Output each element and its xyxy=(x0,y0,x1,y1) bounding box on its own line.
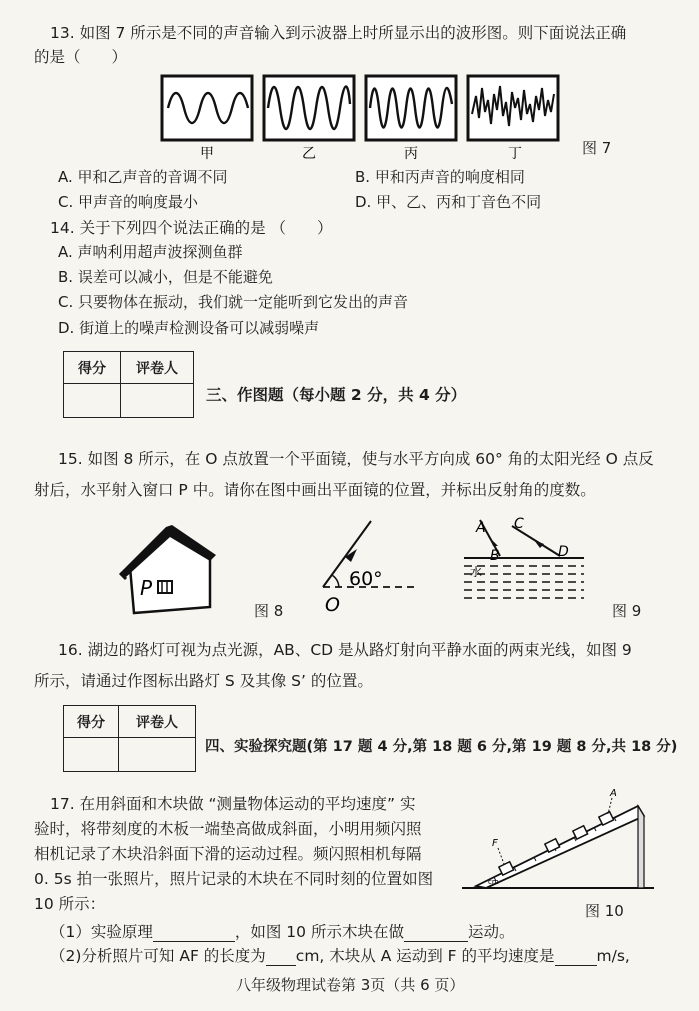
section3-title: 三、作图题（每小题 2 分，共 4 分） xyxy=(206,386,467,404)
q17-sub1-blank1[interactable] xyxy=(153,927,235,942)
q17-sub2 xyxy=(50,944,630,966)
q17-line5: 10 所示： xyxy=(34,895,106,913)
score-cell[interactable] xyxy=(64,738,119,772)
q13-stem-line1: 13. 如图 7 所示是不同的声音输入到示波器上时所显示出的波形图。则下面说法正确 xyxy=(50,24,627,42)
wave-label-ding: 丁 xyxy=(508,146,522,162)
q17-sub1-prefix: （1）实验原理 xyxy=(50,923,153,941)
fig9-water-label: 水 xyxy=(470,565,483,579)
q15-line1: 15. 如图 8 所示，在 O 点放置一个平面镜，使与水平方向成 60° 角的太阳光经 O 点反 xyxy=(58,450,654,468)
q14-stem: 14. 关于下列四个说法正确的是 （ ） xyxy=(50,219,333,237)
fig8-O-label: O xyxy=(325,594,340,615)
fig10-label: 图 10 xyxy=(585,902,624,920)
score-header: 得分 xyxy=(64,706,119,738)
wave-label-yi: 乙 xyxy=(302,146,316,162)
q16-line2: 所示，请通过作图标出路灯 S 及其像 S’ 的位置。 xyxy=(34,672,373,690)
q17-line3: 相机记录了木块沿斜面下滑的运动过程。频闪照相机每隔 xyxy=(34,845,422,863)
fig9-label: 图 9 xyxy=(612,602,642,620)
q17-sub2-suffix: m/s, xyxy=(596,947,630,965)
fig8-P-label: P xyxy=(140,576,153,600)
q14-option-b[interactable]: B. 误差可以减小，但是不能避免 xyxy=(58,268,273,286)
q14-option-d[interactable]: D. 街道上的噪声检测设备可以减弱噪声 xyxy=(58,319,320,337)
score-table-section3 xyxy=(63,351,194,418)
q15-line2: 射后，水平射入窗口 P 中。请你在图中画出平面镜的位置，并标出反射角的度数。 xyxy=(34,481,596,499)
wave-label-bing: 丙 xyxy=(404,146,418,162)
q16-line1: 16. 湖边的路灯可视为点光源，AB、CD 是从路灯射向平静水面的两束光线，如图 9 xyxy=(58,641,632,659)
grader-cell[interactable] xyxy=(119,738,196,772)
fig10-F-mark: F xyxy=(492,838,498,849)
score-table-section4 xyxy=(63,705,196,772)
q17-sub1-blank2[interactable] xyxy=(404,927,468,942)
q14-option-a[interactable]: A. 声呐利用超声波探测鱼群 xyxy=(58,243,243,261)
q13-option-a[interactable]: A. 甲和乙声音的音调不同 xyxy=(58,168,228,186)
q17-line2: 验时，将带刻度的木板一端垫高做成斜面，小明用频闪照 xyxy=(34,820,422,838)
grader-header: 评卷人 xyxy=(121,352,194,384)
q17-sub2-blank1[interactable] xyxy=(266,951,296,966)
q17-sub2-prefix: （2)分析照片可知 AF 的长度为 xyxy=(50,947,266,965)
q17-sub1-middle: ，如图 10 所示木块在做 xyxy=(234,923,404,941)
score-header: 得分 xyxy=(64,352,121,384)
fig9-C: C xyxy=(514,516,524,532)
fig8-angle-diagram xyxy=(305,515,425,615)
score-cell[interactable] xyxy=(64,384,121,418)
fig8-house xyxy=(112,515,222,615)
fig8-window xyxy=(158,581,172,593)
q13-option-d[interactable]: D. 甲、乙、丙和丁音色不同 xyxy=(355,193,542,211)
fig7-label: 图 7 xyxy=(582,139,612,157)
q17-sub2-middle: cm, 木块从 A 运动到 F 的平均速度是 xyxy=(295,947,555,965)
fig9-water-diagram xyxy=(460,516,590,616)
fig10-cm-mark: cm xyxy=(488,878,499,886)
fig10-A-mark: A xyxy=(610,788,617,799)
section4-title: 四、实验探究题(第 17 题 4 分,第 18 题 6 分,第 19 题 8 分,共 18 分) xyxy=(205,739,678,755)
page-footer: 八年级物理试卷第 3页（共 6 页） xyxy=(236,976,465,994)
q17-sub1-suffix: 运动。 xyxy=(467,923,515,941)
q13-option-c[interactable]: C. 甲声音的响度最小 xyxy=(58,193,199,211)
fig7-waveforms xyxy=(160,74,560,166)
grader-cell[interactable] xyxy=(121,384,194,418)
grader-header: 评卷人 xyxy=(119,706,196,738)
q13-stem-line2: 的是（ ） xyxy=(34,48,128,66)
q17-sub1 xyxy=(50,920,514,942)
q17-line1: 17. 在用斜面和木块做 “测量物体运动的平均速度” 实 xyxy=(50,795,416,813)
fig10-incline xyxy=(458,780,658,898)
fig9-B: B xyxy=(490,548,500,564)
fig9-D: D xyxy=(558,544,569,560)
wave-box-jia xyxy=(162,76,252,140)
q13-option-b[interactable]: B. 甲和丙声音的响度相同 xyxy=(355,168,525,186)
fig8-label: 图 8 xyxy=(254,602,284,620)
wave-label-jia: 甲 xyxy=(200,146,214,162)
q14-option-c[interactable]: C. 只要物体在振动，我们就一定能听到它发出的声音 xyxy=(58,293,409,311)
q17-sub2-blank2[interactable] xyxy=(555,951,597,966)
fig8-angle-label: 60° xyxy=(349,568,383,590)
q17-line4: 0. 5s 拍一张照片，照片记录的木块在不同时刻的位置如图 xyxy=(34,870,434,888)
fig9-A: A xyxy=(476,520,486,536)
